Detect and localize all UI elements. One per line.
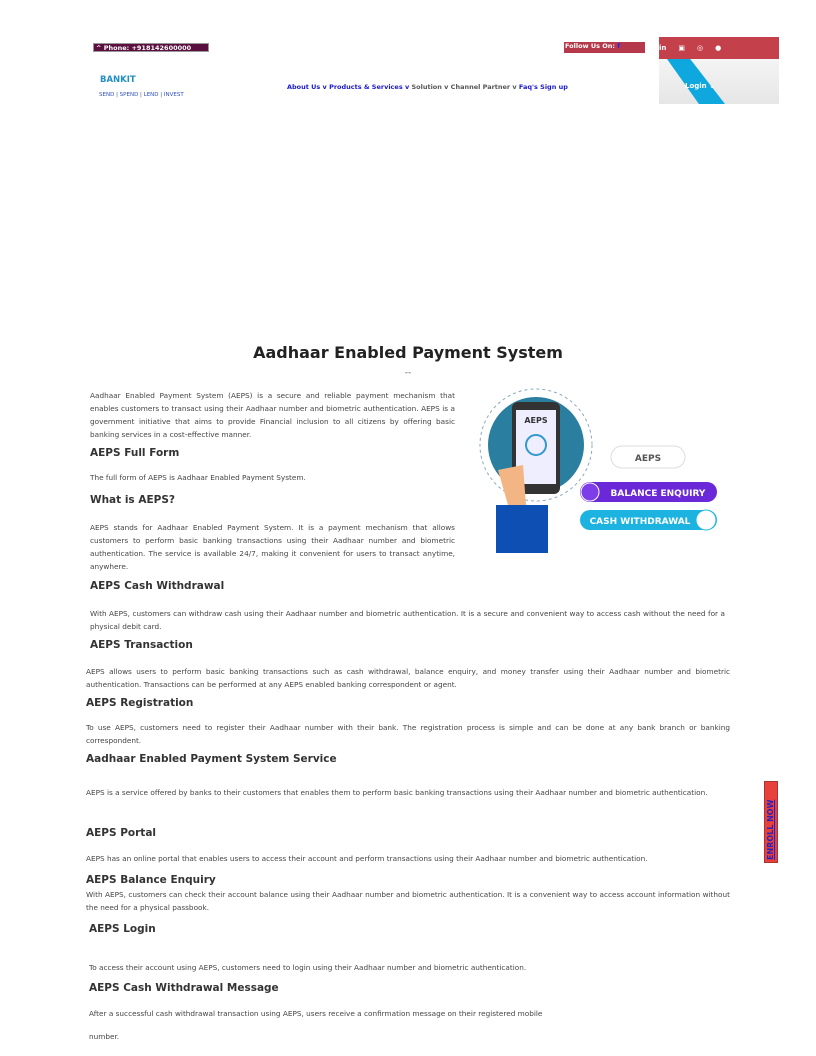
social-bar <box>659 37 779 59</box>
main-nav <box>287 83 568 91</box>
what-is-text: AEPS stands for Aadhaar Enabled Payment System. It is a payment mechanism that allows customers to perform basic banking transactions using their Aadhaar number and biometric authentication. The service is available 24/7, making it convenient for users to transact anytime, anywhere. <box>90 523 455 571</box>
nav-signup[interactable]: Sign up <box>540 83 568 91</box>
heading-balance-enquiry: AEPS Balance Enquiry <box>86 874 216 886</box>
heading-full-form: AEPS Full Form <box>90 447 180 459</box>
heading-login: AEPS Login <box>89 923 156 935</box>
withdrawal-message-text-cont: number. <box>89 1032 120 1041</box>
nav-faq[interactable]: Faq's <box>518 83 538 91</box>
transaction-text: AEPS allows users to perform basic banking transactions such as cash withdrawal, balance enquiry, and money transfer using their Aadhaar number and biometric authentication. Transactions can be performed at any AEPS enabled banking correspondent or agent. <box>86 667 730 689</box>
follow-us <box>564 42 645 53</box>
intro-text: Aadhaar Enabled Payment System (AEPS) is a secure and reliable payment mechanism that enables customers to transact using their Aadhaar number and biometric authentication. AEPS is a government initiative that aims to provide Financial inclusion to all citizens by offering basic banking services in a cost-effective manner. <box>90 391 455 439</box>
heading-withdrawal-message: AEPS Cash Withdrawal Message <box>89 982 279 994</box>
aeps-badge: AEPS <box>634 454 662 464</box>
nav-products[interactable]: Products & Services v <box>329 83 410 91</box>
phone-number[interactable]: ^ Phone: +918142600000 <box>93 43 209 52</box>
heading-transaction: AEPS Transaction <box>90 639 193 651</box>
login-label: Login ⌄ <box>685 82 715 90</box>
balance-enquiry-text: With AEPS, customers can check their account balance using their Aadhaar number and biometric authentication. It is a convenient way to access account information without the need for a physical passbook. <box>86 890 730 912</box>
phone-logo: AEPS <box>524 416 548 425</box>
heading-registration: AEPS Registration <box>86 697 194 709</box>
follow-label: Follow Us On: <box>565 42 615 50</box>
login-text: To access their account using AEPS, customers need to login using their Aadhaar number and biometric authentication. <box>89 963 527 972</box>
youtube-icon[interactable]: ▣ <box>678 44 686 52</box>
facebook-icon[interactable]: f <box>617 42 621 50</box>
page-title: Aadhaar Enabled Payment System <box>253 343 563 362</box>
linkedin-icon[interactable]: in <box>659 44 667 52</box>
cash-withdrawal-label: CASH WITHDRAWAL <box>589 517 691 527</box>
brand-tagline: SEND | SPEND | LEND | INVEST <box>99 92 184 98</box>
aeps-illustration <box>478 380 728 560</box>
nav-channel-partner[interactable]: Channel Partner v <box>450 83 517 91</box>
service-text: AEPS is a service offered by banks to their customers that enables them to perform basic banking transactions using their Aadhaar number and biometric authentication. <box>86 788 708 797</box>
portal-text: AEPS has an online portal that enables users to access their account and perform transactions using their Aadhaar number and biometric authentication. <box>86 854 648 863</box>
registration-text: To use AEPS, customers need to register their Aadhaar number with their bank. The registration process is simple and can be done at any bank branch or banking correspondent. <box>86 723 730 745</box>
heading-service: Aadhaar Enabled Payment System Service <box>86 753 337 765</box>
full-form-text: The full form of AEPS is Aadhaar Enabled Payment System. <box>90 473 306 482</box>
brand-logo[interactable]: BANKIT <box>100 75 136 85</box>
withdrawal-message-text: After a successful cash withdrawal transaction using AEPS, users receive a confirmation message on their registered mobile <box>89 1009 543 1018</box>
title-divider: -- <box>404 368 412 378</box>
heading-cash-withdrawal: AEPS Cash Withdrawal <box>90 580 225 592</box>
login-button[interactable] <box>659 59 779 104</box>
pinterest-icon[interactable]: ● <box>715 44 722 52</box>
nav-solution[interactable]: Solution v <box>411 83 449 91</box>
nav-about[interactable]: About Us v <box>287 83 327 91</box>
instagram-icon[interactable]: ◎ <box>697 44 704 52</box>
cash-withdrawal-text: With AEPS, customers can withdraw cash using their Aadhaar number and biometric authentication. It is a secure and convenient way to access cash without the need for a physical debit card. <box>90 609 725 631</box>
enroll-now-button[interactable] <box>764 781 778 863</box>
heading-portal: AEPS Portal <box>86 827 157 839</box>
balance-enquiry-label: BALANCE ENQUIRY <box>610 489 706 499</box>
enroll-now-label: ENROLL NOW <box>766 799 775 860</box>
heading-what-is: What is AEPS? <box>90 494 175 506</box>
